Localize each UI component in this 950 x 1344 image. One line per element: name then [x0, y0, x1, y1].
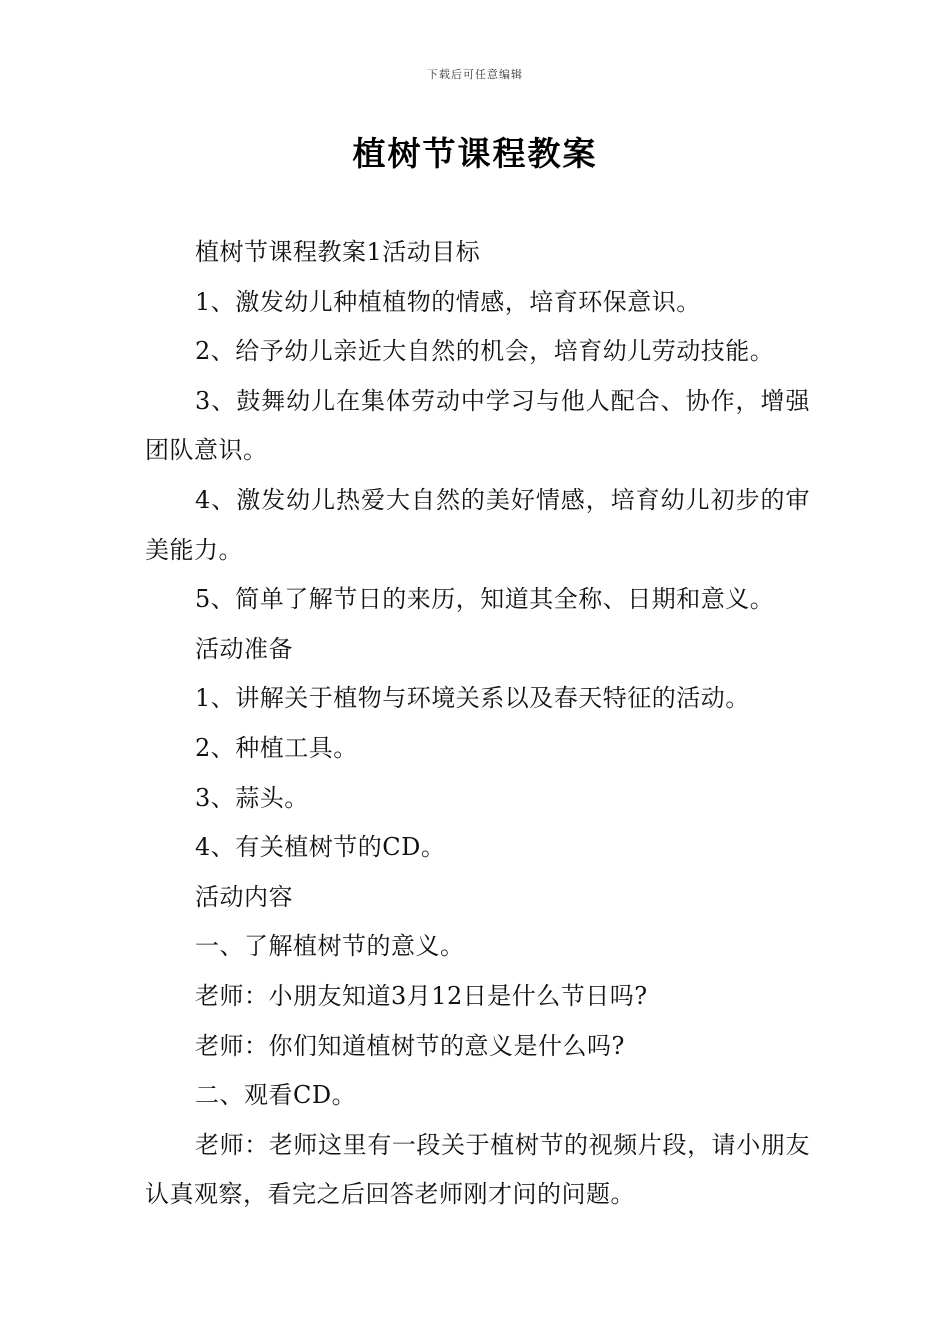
- page-title: 植树节课程教案: [352, 134, 598, 173]
- paragraph-preparation-3: 3、蒜头。: [195, 783, 309, 812]
- header-note: 下载后可任意编辑: [427, 68, 523, 81]
- paragraph-objective-5: 5、简单了解节日的来历，知道其全称、日期和意义。: [195, 585, 775, 614]
- paragraph-intro-objectives: 植树节课程教案1活动目标: [195, 238, 481, 266]
- paragraph-preparation-4: 4、有关植树节的CD。: [195, 833, 446, 862]
- paragraph-preparation-2: 2、种植工具。: [195, 733, 358, 762]
- paragraph-content-step-2: 二、观看CD。: [195, 1081, 357, 1110]
- paragraph-objective-4: 4、激发幼儿热爱大自然的美好情感，培育幼儿初步的审美能力。: [145, 485, 810, 564]
- paragraph-preparation-1: 1、讲解关于植物与环境关系以及春天特征的活动。: [195, 684, 750, 713]
- section-heading-preparation: 活动准备: [195, 634, 293, 663]
- paragraph-teacher-question-2: 老师：你们知道植树节的意义是什么吗?: [195, 1031, 625, 1060]
- paragraph-teacher-video: 老师：老师这里有一段关于植树节的视频片段，请小朋友认真观察，看完之后回答老师刚才问的问题。: [145, 1130, 810, 1209]
- paragraph-objective-1: 1、激发幼儿种植植物的情感，培育环保意识。: [195, 287, 701, 316]
- paragraph-content-step-1: 一、了解植树节的意义。: [195, 932, 465, 961]
- document-body: [145, 228, 810, 1220]
- paragraph-objective-3: 3、鼓舞幼儿在集体劳动中学习与他人配合、协作，增强团队意识。: [145, 386, 810, 465]
- section-heading-content: 活动内容: [195, 882, 293, 911]
- paragraph-objective-2: 2、给予幼儿亲近大自然的机会，培育幼儿劳动技能。: [195, 337, 775, 366]
- paragraph-teacher-question-1: 老师：小朋友知道3月12日是什么节日吗?: [195, 981, 648, 1010]
